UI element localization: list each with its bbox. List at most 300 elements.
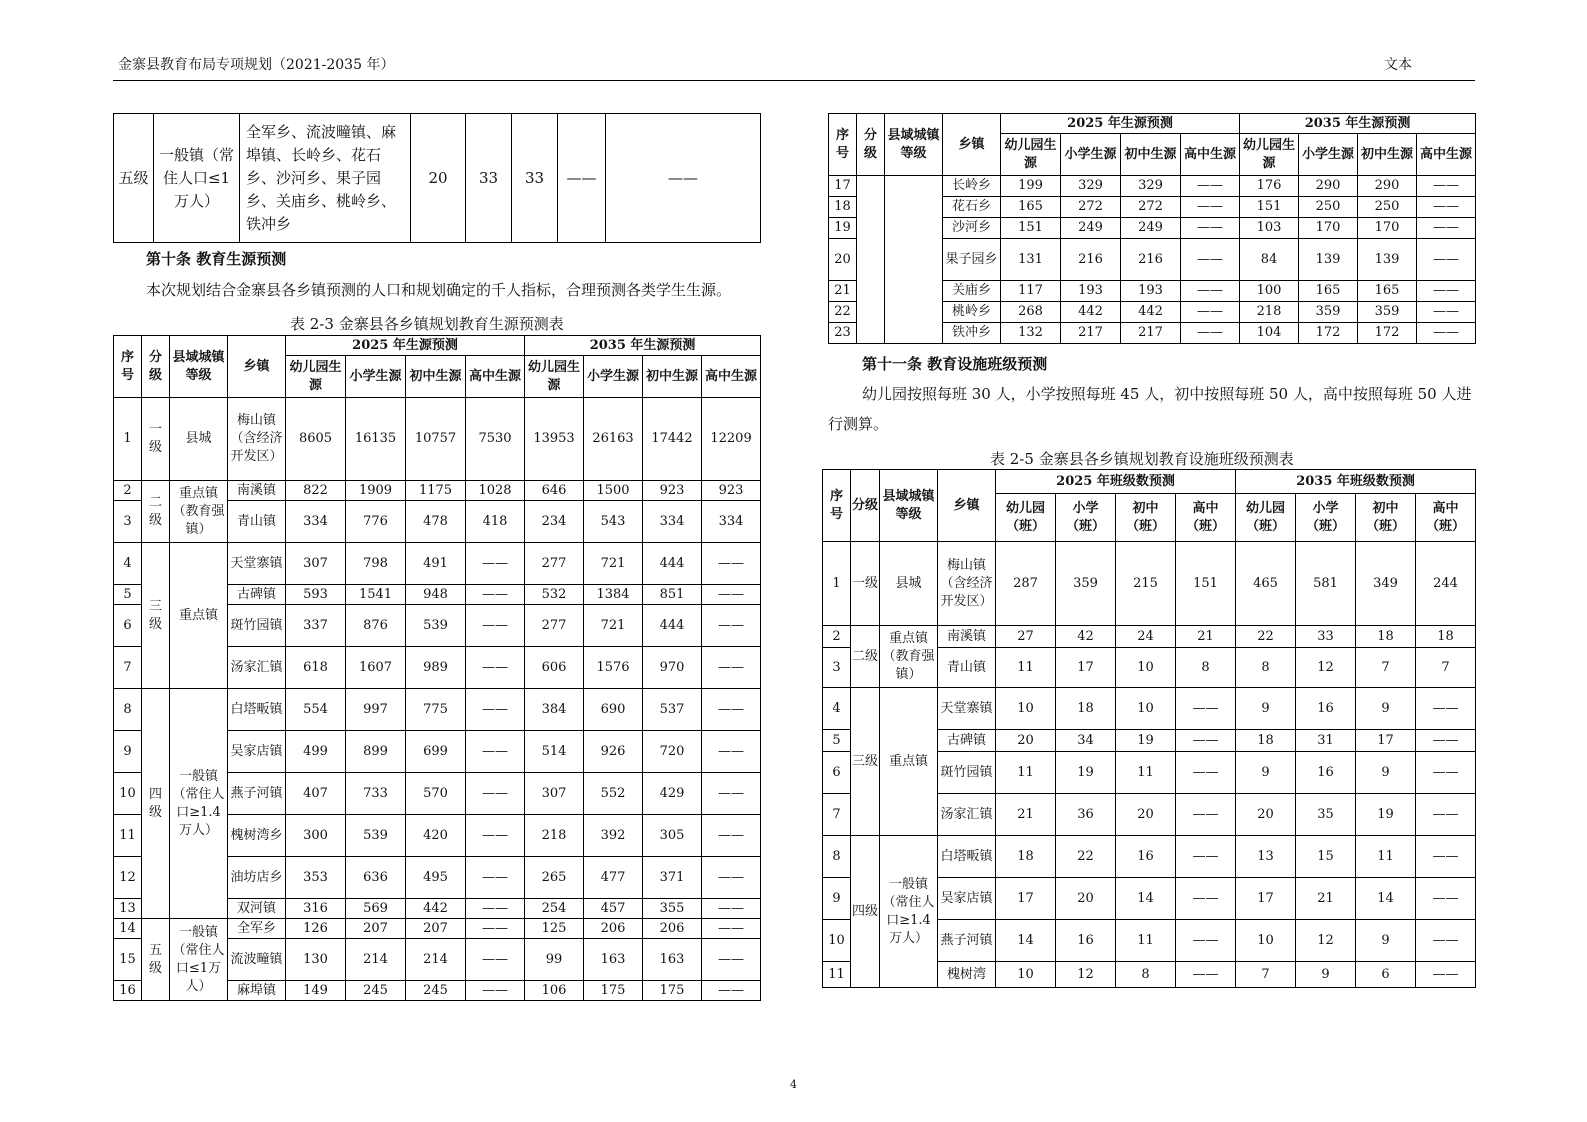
value-cell: 206 — [584, 919, 643, 939]
value-cell: 21 — [1176, 626, 1236, 648]
value-cell: 10 — [1116, 648, 1176, 688]
value-cell: —— — [1176, 920, 1236, 962]
value-cell: —— — [466, 919, 525, 939]
value-cell: 287 — [996, 542, 1056, 626]
value-cell: 13953 — [525, 398, 584, 481]
row-no: 4 — [114, 543, 142, 585]
value-cell: —— — [466, 773, 525, 815]
row-no: 1 — [114, 398, 142, 481]
value-cell: 206 — [643, 919, 702, 939]
level-cell: 四级 — [851, 836, 880, 988]
value-cell: —— — [1181, 176, 1240, 197]
value-cell: 24 — [1116, 626, 1176, 648]
col-header-grade: 县域城镇等级 — [885, 114, 943, 176]
value-cell: 6 — [1356, 962, 1416, 988]
value-cell: 359 — [1299, 302, 1358, 323]
value-cell: 392 — [584, 815, 643, 857]
article11-text-line1: 幼儿园按照每班 30 人，小学按照每班 45 人，初中按照每班 50 人，高中按照每班 50 人进 — [862, 385, 1472, 403]
value-cell: 18 — [1236, 730, 1296, 752]
value-cell: —— — [1181, 197, 1240, 218]
table-2-3 — [113, 335, 761, 1001]
value-cell: 207 — [406, 919, 466, 939]
value-cell: 139 — [1358, 239, 1417, 281]
value-cell: —— — [1181, 323, 1240, 344]
value-cell: 18 — [1056, 688, 1116, 730]
value-cell: 7 — [1416, 648, 1476, 688]
value-cell: 139 — [1299, 239, 1358, 281]
value-cell: 465 — [1236, 542, 1296, 626]
value-cell: 126 — [286, 919, 346, 939]
value-cell: 215 — [1116, 542, 1176, 626]
row-no: 5 — [114, 585, 142, 605]
row-no: 8 — [823, 836, 851, 878]
town-cell: 梅山镇（含经济开发区） — [228, 398, 286, 481]
value-cell: 17 — [1236, 878, 1296, 920]
sub-header: 小学（班） — [1296, 494, 1356, 542]
town-cell: 古碑镇 — [228, 585, 286, 605]
value-cell: —— — [1417, 176, 1476, 197]
value-cell: 20 — [996, 730, 1056, 752]
value-cell: 9 — [1356, 752, 1416, 794]
value-cell: —— — [702, 939, 761, 981]
value-cell: 539 — [406, 605, 466, 647]
town-cell: 白塔畈镇 — [228, 689, 286, 731]
row-no: 6 — [823, 752, 851, 794]
value-cell: 245 — [346, 981, 406, 1001]
value-cell: 16 — [1116, 836, 1176, 878]
value-cell: 20 — [1056, 878, 1116, 920]
value-cell: 733 — [346, 773, 406, 815]
col-header-grade: 县域城镇等级 — [170, 336, 228, 398]
value-cell: 33 — [1296, 626, 1356, 648]
value-cell: 499 — [286, 731, 346, 773]
value-cell: 170 — [1299, 218, 1358, 239]
sub-header: 高中生源 — [702, 356, 761, 398]
value-cell: 216 — [1121, 239, 1181, 281]
value-cell: 36 — [1056, 794, 1116, 836]
level-cell: 二级 — [851, 626, 880, 688]
town-cell: 全军乡 — [228, 919, 286, 939]
value-cell: 193 — [1061, 281, 1121, 302]
value-cell: —— — [466, 605, 525, 647]
value-cell: 175 — [643, 981, 702, 1001]
value-cell: 33 — [466, 114, 512, 243]
value-cell: 165 — [1358, 281, 1417, 302]
value-cell: 84 — [1240, 239, 1299, 281]
row-no: 17 — [829, 176, 857, 197]
town-cell: 汤家汇镇 — [228, 647, 286, 689]
value-cell: 272 — [1061, 197, 1121, 218]
value-cell: 31 — [1296, 730, 1356, 752]
grade-cell: 重点镇（教育强镇） — [880, 626, 938, 688]
town-cell: 天堂寨镇 — [938, 688, 996, 730]
row-no: 7 — [114, 647, 142, 689]
town-cell: 桃岭乡 — [943, 302, 1001, 323]
value-cell: 457 — [584, 899, 643, 919]
value-cell: 10 — [1116, 688, 1176, 730]
value-cell: 13 — [1236, 836, 1296, 878]
value-cell: 337 — [286, 605, 346, 647]
row-no: 5 — [823, 730, 851, 752]
article11-heading: 第十一条 教育设施班级预测 — [862, 355, 1048, 373]
row-no: 21 — [829, 281, 857, 302]
value-cell: 1576 — [584, 647, 643, 689]
value-cell: 250 — [1299, 197, 1358, 218]
row-no: 2 — [114, 481, 142, 501]
value-cell: 720 — [643, 731, 702, 773]
value-cell: 349 — [1356, 542, 1416, 626]
value-cell: 477 — [584, 857, 643, 899]
row-no: 11 — [114, 815, 142, 857]
town-cell: 油坊店乡 — [228, 857, 286, 899]
article10-heading: 第十条 教育生源预测 — [146, 250, 287, 268]
value-cell: —— — [1181, 218, 1240, 239]
value-cell: —— — [702, 689, 761, 731]
value-cell: 151 — [1176, 542, 1236, 626]
value-cell: 214 — [346, 939, 406, 981]
col-header-2035: 2035 年生源预测 — [525, 336, 761, 356]
value-cell: 17442 — [643, 398, 702, 481]
value-cell: 618 — [286, 647, 346, 689]
value-cell: 20 — [411, 114, 466, 243]
sub-header: 幼儿园（班） — [1236, 494, 1296, 542]
row-no: 9 — [114, 731, 142, 773]
value-cell: 22 — [1236, 626, 1296, 648]
value-cell: 26163 — [584, 398, 643, 481]
article11-text-line2: 行测算。 — [828, 415, 889, 433]
grade-cell: 县城 — [170, 398, 228, 481]
row-no: 3 — [823, 648, 851, 688]
value-cell: 9 — [1236, 688, 1296, 730]
sub-header: 小学生源 — [346, 356, 406, 398]
value-cell: 163 — [643, 939, 702, 981]
value-cell: 272 — [1121, 197, 1181, 218]
value-cell: 10757 — [406, 398, 466, 481]
town-cell: 古碑镇 — [938, 730, 996, 752]
value-cell: —— — [1176, 794, 1236, 836]
value-cell: 876 — [346, 605, 406, 647]
value-cell: 334 — [643, 501, 702, 543]
value-cell: —— — [558, 114, 606, 243]
value-cell: 16 — [1296, 688, 1356, 730]
doc-header-title: 金寨县教育布局专项规划（2021-2035 年） — [118, 57, 395, 73]
grade-cell: 县城 — [880, 542, 938, 626]
level-cell: 五级 — [114, 114, 154, 243]
value-cell: 539 — [346, 815, 406, 857]
grade-cell: 一般镇（常住人口≤1万人） — [170, 919, 228, 1001]
value-cell: 1607 — [346, 647, 406, 689]
value-cell: 207 — [346, 919, 406, 939]
value-cell: 570 — [406, 773, 466, 815]
col-header-no: 序号 — [829, 114, 857, 176]
sub-header: 初中生源 — [643, 356, 702, 398]
value-cell: —— — [702, 605, 761, 647]
value-cell: 14 — [1116, 878, 1176, 920]
value-cell: 899 — [346, 731, 406, 773]
town-cell: 双河镇 — [228, 899, 286, 919]
table-2-5 — [822, 469, 1476, 988]
town-cell: 麻埠镇 — [228, 981, 286, 1001]
sub-header: 初中生源 — [406, 356, 466, 398]
row-no: 11 — [823, 962, 851, 988]
level-cell: 一级 — [851, 542, 880, 626]
col-header-2025: 2025 年生源预测 — [286, 336, 525, 356]
value-cell: 100 — [1240, 281, 1299, 302]
value-cell: 355 — [643, 899, 702, 919]
value-cell: —— — [1181, 302, 1240, 323]
value-cell: 997 — [346, 689, 406, 731]
value-cell: 329 — [1121, 176, 1181, 197]
value-cell: 103 — [1240, 218, 1299, 239]
value-cell: —— — [702, 647, 761, 689]
value-cell: 442 — [1121, 302, 1181, 323]
value-cell: 514 — [525, 731, 584, 773]
value-cell: —— — [1417, 218, 1476, 239]
value-cell: 19 — [1056, 752, 1116, 794]
value-cell: 19 — [1116, 730, 1176, 752]
value-cell: 9 — [1356, 688, 1416, 730]
value-cell: 277 — [525, 543, 584, 585]
value-cell: 491 — [406, 543, 466, 585]
value-cell: 17 — [1056, 648, 1116, 688]
value-cell: 384 — [525, 689, 584, 731]
value-cell: —— — [702, 919, 761, 939]
value-cell: 217 — [1121, 323, 1181, 344]
value-cell: 8 — [1116, 962, 1176, 988]
value-cell: 646 — [525, 481, 584, 501]
value-cell: 407 — [286, 773, 346, 815]
value-cell: 329 — [1061, 176, 1121, 197]
value-cell: 265 — [525, 857, 584, 899]
value-cell: —— — [466, 815, 525, 857]
sub-header: 小学（班） — [1056, 494, 1116, 542]
value-cell: —— — [1176, 962, 1236, 988]
row-no: 7 — [823, 794, 851, 836]
value-cell: 17 — [1356, 730, 1416, 752]
value-cell: 17 — [996, 878, 1056, 920]
value-cell: 19 — [1356, 794, 1416, 836]
grade-cell: 重点镇（教育强镇） — [170, 481, 228, 543]
value-cell: 15 — [1296, 836, 1356, 878]
col-header-2025: 2025 年班级数预测 — [996, 470, 1236, 494]
col-header-level: 分级 — [142, 336, 170, 398]
town-cell: 斑竹园镇 — [228, 605, 286, 647]
value-cell: 8 — [1236, 648, 1296, 688]
value-cell: 300 — [286, 815, 346, 857]
sub-header: 高中生源 — [1181, 134, 1240, 176]
sub-header: 小学生源 — [1299, 134, 1358, 176]
value-cell: 11 — [996, 648, 1056, 688]
town-cell: 长岭乡 — [943, 176, 1001, 197]
value-cell: 7 — [1356, 648, 1416, 688]
row-no: 18 — [829, 197, 857, 218]
value-cell: 353 — [286, 857, 346, 899]
row-no: 20 — [829, 239, 857, 281]
row-no: 22 — [829, 302, 857, 323]
town-cell: 青山镇 — [228, 501, 286, 543]
value-cell: —— — [1416, 962, 1476, 988]
value-cell: —— — [702, 899, 761, 919]
value-cell: 250 — [1358, 197, 1417, 218]
value-cell: 199 — [1001, 176, 1061, 197]
value-cell: 429 — [643, 773, 702, 815]
row-no: 14 — [114, 919, 142, 939]
value-cell: 11 — [1116, 752, 1176, 794]
col-header-grade: 县域城镇等级 — [880, 470, 938, 542]
value-cell: 290 — [1358, 176, 1417, 197]
value-cell: 18 — [996, 836, 1056, 878]
value-cell: 18 — [1356, 626, 1416, 648]
value-cell: —— — [1417, 239, 1476, 281]
value-cell: 851 — [643, 585, 702, 605]
value-cell: 1500 — [584, 481, 643, 501]
value-cell: 277 — [525, 605, 584, 647]
value-cell: 42 — [1056, 626, 1116, 648]
value-cell: 12 — [1296, 648, 1356, 688]
value-cell: 130 — [286, 939, 346, 981]
value-cell: 21 — [996, 794, 1056, 836]
table25-caption: 表 2-5 金寨县各乡镇规划教育设施班级预测表 — [990, 450, 1294, 468]
doc-header-label: 文本 — [1384, 57, 1412, 73]
value-cell: 305 — [643, 815, 702, 857]
town-cell: 燕子河镇 — [228, 773, 286, 815]
value-cell: 11 — [996, 752, 1056, 794]
value-cell: —— — [702, 543, 761, 585]
value-cell: 7 — [1236, 962, 1296, 988]
value-cell: 970 — [643, 647, 702, 689]
col-header-2025: 2025 年生源预测 — [1001, 114, 1240, 134]
town-cell: 青山镇 — [938, 648, 996, 688]
value-cell: 8605 — [286, 398, 346, 481]
value-cell: —— — [606, 114, 761, 243]
col-header-town: 乡镇 — [943, 114, 1001, 176]
row-no: 2 — [823, 626, 851, 648]
value-cell: —— — [1416, 688, 1476, 730]
town-cell: 关庙乡 — [943, 281, 1001, 302]
town-cell: 斑竹园镇 — [938, 752, 996, 794]
value-cell: 27 — [996, 626, 1056, 648]
value-cell: 14 — [1356, 878, 1416, 920]
value-cell: 104 — [1240, 323, 1299, 344]
article10-text: 本次规划结合金寨县各乡镇预测的人口和规划确定的千人指标，合理预测各类学生生源。 — [146, 281, 732, 299]
row-no: 10 — [823, 920, 851, 962]
row-no: 13 — [114, 899, 142, 919]
level-cell: 五级 — [142, 919, 170, 1001]
col-header-level: 分级 — [857, 114, 885, 176]
grade-cell: 一般镇（常住人口≥1.4 万人） — [880, 836, 938, 988]
value-cell: 581 — [1296, 542, 1356, 626]
value-cell: 214 — [406, 939, 466, 981]
town-cell: 槐树湾乡 — [228, 815, 286, 857]
grade-cell: 一般镇（常住人口≤1 万人） — [154, 114, 240, 243]
sub-header: 小学生源 — [584, 356, 643, 398]
value-cell: 172 — [1358, 323, 1417, 344]
level-cell: 四级 — [142, 689, 170, 919]
value-cell: 149 — [286, 981, 346, 1001]
value-cell: 1384 — [584, 585, 643, 605]
value-cell: —— — [1416, 836, 1476, 878]
town-cell: 吴家店镇 — [228, 731, 286, 773]
sub-header: 高中生源 — [466, 356, 525, 398]
town-cell: 南溪镇 — [938, 626, 996, 648]
town-cell: 白塔畈镇 — [938, 836, 996, 878]
value-cell: 10 — [996, 688, 1056, 730]
sub-header: 初中（班） — [1116, 494, 1176, 542]
value-cell: 307 — [286, 543, 346, 585]
town-cell: 沙河乡 — [943, 218, 1001, 239]
col-header-level: 分级 — [851, 470, 880, 542]
value-cell: 418 — [466, 501, 525, 543]
sub-header: 幼儿园生源 — [1240, 134, 1299, 176]
value-cell: 16135 — [346, 398, 406, 481]
value-cell: 334 — [702, 501, 761, 543]
value-cell: 170 — [1358, 218, 1417, 239]
row-no: 8 — [114, 689, 142, 731]
sub-header: 高中生源 — [1417, 134, 1476, 176]
value-cell: 1028 — [466, 481, 525, 501]
value-cell: 33 — [512, 114, 558, 243]
sub-header: 初中（班） — [1356, 494, 1416, 542]
value-cell: 948 — [406, 585, 466, 605]
value-cell: —— — [1176, 688, 1236, 730]
value-cell: 12 — [1296, 920, 1356, 962]
value-cell: 307 — [525, 773, 584, 815]
value-cell: —— — [702, 981, 761, 1001]
value-cell: 245 — [406, 981, 466, 1001]
value-cell: 334 — [286, 501, 346, 543]
value-cell: 117 — [1001, 281, 1061, 302]
value-cell: —— — [1176, 878, 1236, 920]
value-cell: 20 — [1236, 794, 1296, 836]
level-cell — [857, 176, 885, 344]
grade-cell: 一般镇（常住人口≥1.4 万人） — [170, 689, 228, 919]
value-cell: 776 — [346, 501, 406, 543]
value-cell: 21 — [1296, 878, 1356, 920]
value-cell: —— — [1416, 920, 1476, 962]
value-cell: 359 — [1358, 302, 1417, 323]
grade-cell: 重点镇 — [880, 688, 938, 836]
value-cell: —— — [466, 689, 525, 731]
value-cell: 151 — [1240, 197, 1299, 218]
value-cell: 442 — [1061, 302, 1121, 323]
col-header-2035: 2035 年班级数预测 — [1236, 470, 1476, 494]
value-cell: 923 — [702, 481, 761, 501]
value-cell: 444 — [643, 605, 702, 647]
town-cell: 铁冲乡 — [943, 323, 1001, 344]
value-cell: 926 — [584, 731, 643, 773]
value-cell: 798 — [346, 543, 406, 585]
value-cell: —— — [466, 647, 525, 689]
value-cell: —— — [1416, 730, 1476, 752]
value-cell: 193 — [1121, 281, 1181, 302]
sub-header: 幼儿园生源 — [1001, 134, 1061, 176]
sub-header: 小学生源 — [1061, 134, 1121, 176]
sub-header: 幼儿园（班） — [996, 494, 1056, 542]
value-cell: 172 — [1299, 323, 1358, 344]
level-cell: 三级 — [851, 688, 880, 836]
value-cell: 11 — [1116, 920, 1176, 962]
town-cell: 梅山镇（含经济开发区） — [938, 542, 996, 626]
value-cell: 989 — [406, 647, 466, 689]
value-cell: 254 — [525, 899, 584, 919]
value-cell: 290 — [1299, 176, 1358, 197]
value-cell: 12 — [1056, 962, 1116, 988]
value-cell: 444 — [643, 543, 702, 585]
value-cell: 218 — [1240, 302, 1299, 323]
value-cell: —— — [466, 857, 525, 899]
value-cell: 1541 — [346, 585, 406, 605]
value-cell: 775 — [406, 689, 466, 731]
